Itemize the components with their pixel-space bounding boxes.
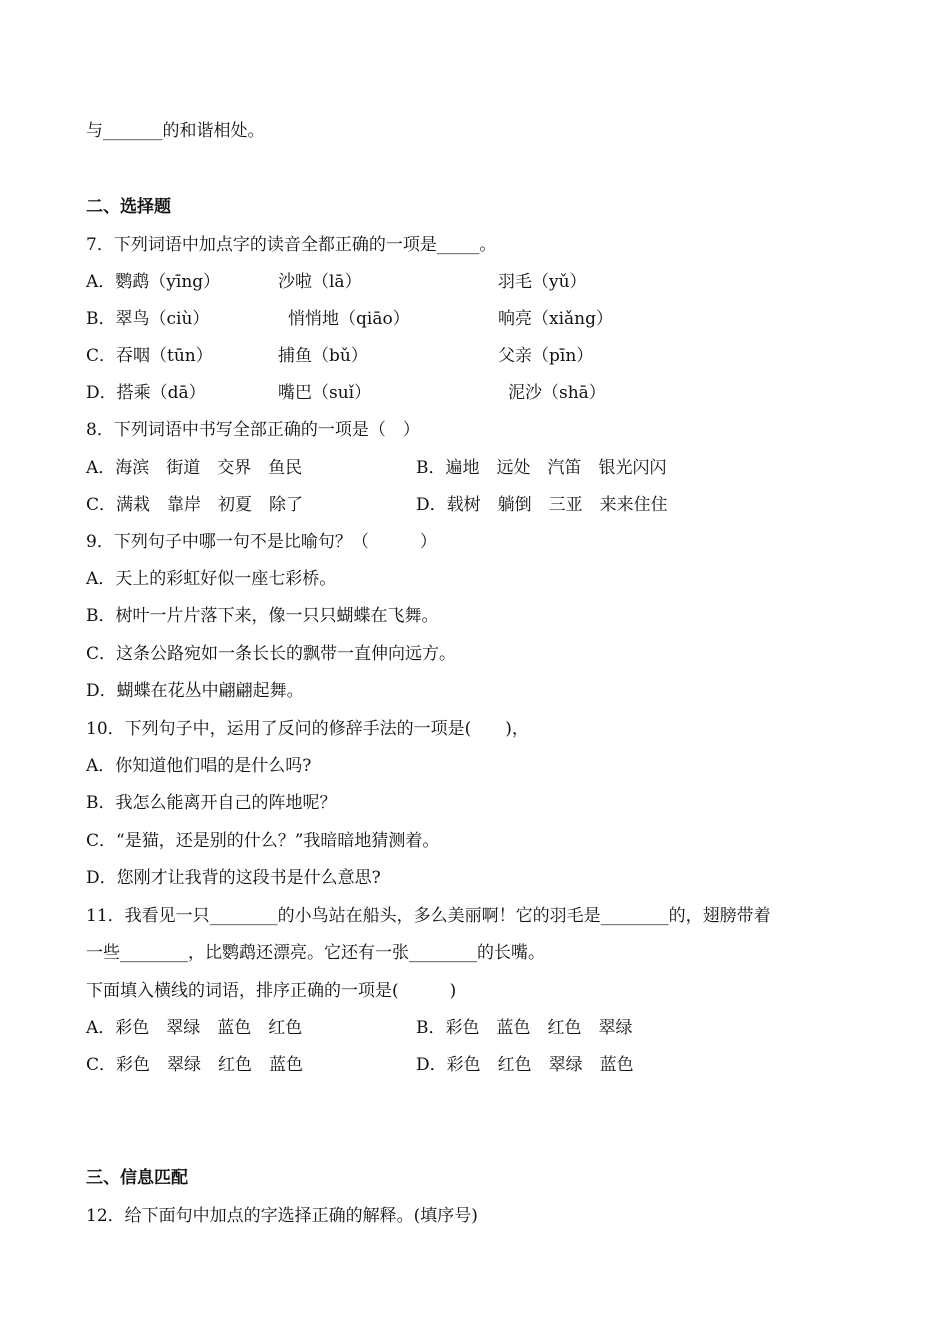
q11-option-d: D．彩色 红色 翠绿 蓝色 bbox=[416, 1055, 634, 1075]
q7-option-c-2: 捕鱼（bǔ） bbox=[278, 346, 368, 366]
q10-option-a: A．你知道他们唱的是什么吗? bbox=[86, 756, 312, 776]
q11-option-a: A．彩色 翠绿 蓝色 红色 bbox=[86, 1018, 303, 1038]
section-title-choice: 二、选择题 bbox=[86, 197, 171, 217]
q9-option-a: A．天上的彩虹好似一座七彩桥。 bbox=[86, 569, 337, 589]
q7-option-d-1: D．搭乘（dā） bbox=[86, 383, 206, 403]
q9-option-d: D．蝴蝶在花丛中翩翩起舞。 bbox=[86, 681, 304, 701]
q7-option-c-3: 父亲（pīn） bbox=[498, 346, 594, 366]
q7-option-d-3: 泥沙（shā） bbox=[508, 383, 606, 403]
question-11-line-1: 11．我看见一只________的小鸟站在船头，多么美丽啊！它的羽毛是________的，翅膀带着 bbox=[86, 906, 771, 926]
q11-option-c: C．彩色 翠绿 红色 蓝色 bbox=[86, 1055, 304, 1075]
q7-option-c-1: C．吞咽（tūn） bbox=[86, 346, 213, 366]
q10-option-b: B．我怎么能离开自己的阵地呢？ bbox=[86, 793, 337, 813]
q9-option-c: C．这条公路宛如一条长长的飘带一直伸向远方。 bbox=[86, 644, 457, 664]
question-12-stem: 12．给下面句中加点的字选择正确的解释。(填序号) bbox=[86, 1206, 478, 1226]
question-11-line-3: 下面填入横线的词语，排序正确的一项是( ) bbox=[86, 981, 457, 1001]
q9-option-b: B．树叶一片片落下来，像一只只蝴蝶在飞舞。 bbox=[86, 606, 439, 626]
q8-option-b: B．遍地 远处 汽笛 银光闪闪 bbox=[416, 458, 667, 478]
q8-option-d: D．载树 躺倒 三亚 来来住住 bbox=[416, 495, 668, 515]
q7-option-a-3: 羽毛（yǔ） bbox=[498, 272, 587, 292]
question-7-stem: 7．下列词语中加点字的读音全都正确的一项是_____。 bbox=[86, 235, 497, 255]
q11-option-b: B．彩色 蓝色 红色 翠绿 bbox=[416, 1018, 633, 1038]
question-11-line-2: 一些________，比鹦鹉还漂亮。它还有一张________的长嘴。 bbox=[86, 943, 545, 963]
intro-line: 与_______的和谐相处。 bbox=[86, 121, 265, 141]
q7-option-a-2: 沙啦（lā） bbox=[278, 272, 362, 292]
q8-option-a: A．海滨 街道 交界 鱼民 bbox=[86, 458, 303, 478]
question-9-stem: 9．下列句子中哪一句不是比喻句？（ ） bbox=[86, 532, 437, 552]
q10-option-c: C．“是猫，还是别的什么？”我暗暗地猜测着。 bbox=[86, 831, 440, 851]
question-10-stem: 10．下列句子中，运用了反问的修辞手法的一项是( )， bbox=[86, 719, 529, 739]
q8-option-c: C．满栽 靠岸 初夏 除了 bbox=[86, 495, 304, 515]
section-title-matching: 三、信息匹配 bbox=[86, 1168, 188, 1188]
q7-option-b-1: B．翠鸟（ciù） bbox=[86, 309, 210, 329]
q7-option-d-2: 嘴巴（suǐ） bbox=[278, 383, 372, 403]
q7-option-b-2: 悄悄地（qiāo） bbox=[288, 309, 410, 329]
q10-option-d: D．您刚才让我背的这段书是什么意思? bbox=[86, 868, 381, 888]
q7-option-a-1: A．鹦鹉（yīng） bbox=[86, 272, 221, 292]
question-8-stem: 8．下列词语中书写全部正确的一项是（ ） bbox=[86, 420, 420, 440]
q7-option-b-3: 响亮（xiǎng） bbox=[498, 309, 613, 329]
